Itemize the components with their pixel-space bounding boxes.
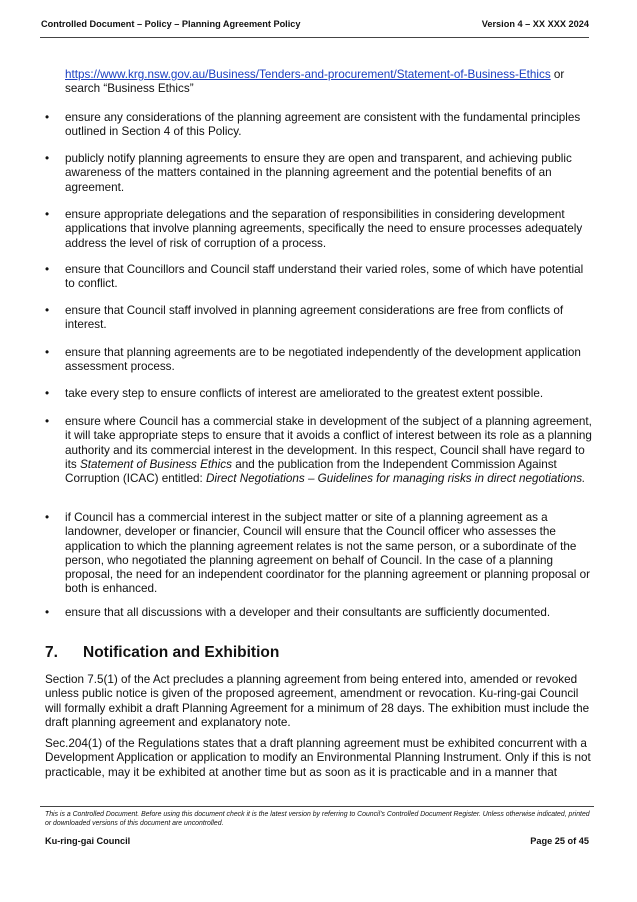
bullet-icon: •: [45, 511, 50, 524]
bullet-icon: •: [45, 606, 50, 619]
header-version: Version 4 – XX XXX 2024: [481, 19, 589, 29]
header-document-title: Controlled Document – Policy – Planning Agreement Policy: [41, 19, 301, 29]
bullet-icon: •: [45, 208, 50, 221]
bullet-icon: •: [45, 152, 50, 165]
list-item-text: ensure that Councillors and Council staff understand their varied roles, some of which have potential to conflict.: [65, 263, 584, 291]
list-item-text: publicly notify planning agreements to ensure they are open and transparent, and achieving public awareness of the matters contained in the planning agreement and the potential benefits of an agreement.: [65, 152, 572, 194]
bullet-icon: •: [45, 263, 50, 276]
list-item-text-part: ensure where Council has a commercial stake in development of the subject of a planning agreement, it will take appropriate steps to ensure that it avoids a conflict of interest between its role as a planning authority and its commercial interest in the development. In this respect, Council shall have regard to its: [65, 415, 592, 471]
list-item-text: take every step to ensure conflicts of interest are ameliorated to the greatest extent possible.: [65, 387, 544, 400]
bullet-icon: •: [45, 346, 50, 359]
intro-after-link: or: [550, 68, 565, 81]
paragraph: Sec.204(1) of the Regulations states that a draft planning agreement must be exhibited concurrent with a Development Application or application to modify an Environmental Planning Instrument. Only if this is not practicable, may it be exhibited at another time but as soon as it is practicable and in a manner that: [45, 737, 591, 779]
list-item-text: if Council has a commercial interest in the subject matter or site of a planning agreement as a landowner, developer or financier, Council will ensure that the Council officer who assesses the application to which the planning agreement relates is not the same person, or a subordinate of the person, who negotiated the planning agreement on behalf of Council. In the case of a planning proposal, the need for an independent coordinator for the planning agreement or planning proposal or both is enhanced.: [65, 511, 591, 596]
business-ethics-link[interactable]: https://www.krg.nsw.gov.au/Business/Tenders-and-procurement/Statement-of-Business-Ethics: [65, 68, 551, 81]
bullet-icon: •: [45, 111, 50, 124]
page-header: [40, 15, 589, 38]
footer-page-number: Page 25 of 45: [530, 836, 589, 846]
paragraph: Section 7.5(1) of the Act precludes a planning agreement from being entered into, amended or revoked unless public notice is given of the proposed agreement, amendment or revocation. Ku-ring-gai Council will formally exhibit a draft Planning Agreement for a minimum of 28 days. The exhibition must include the draft planning agreement and explanatory note.: [45, 673, 590, 729]
statement-of-business-ethics-title: Statement of Business Ethics: [79, 457, 232, 471]
list-item-text: [65, 415, 595, 486]
footer-divider: [40, 806, 594, 807]
list-item-text: ensure that all discussions with a developer and their consultants are sufficiently documented.: [65, 606, 551, 619]
icac-publication-title: Direct Negotiations – Guidelines for managing risks in direct negotiations.: [205, 472, 586, 486]
list-item-text: ensure that Council staff involved in planning agreement considerations are free from conflicts of interest.: [65, 304, 564, 332]
footer-organisation: Ku-ring-gai Council: [45, 836, 131, 846]
list-item-text: ensure that planning agreements are to be negotiated independently of the development application assessment process.: [65, 346, 581, 374]
bullet-icon: •: [45, 304, 50, 317]
section-title: Notification and Exhibition: [83, 644, 280, 661]
bullet-icon: •: [45, 387, 50, 400]
list-item-text: ensure any considerations of the planning agreement are consistent with the fundamental principles outlined in Section 4 of this Policy.: [65, 111, 581, 139]
section-number: 7.: [45, 644, 58, 661]
intro-line-2: search “Business Ethics”: [65, 82, 194, 96]
footer-disclaimer: This is a Controlled Document. Before using this document check it is the latest version by referring to Council’s Controlled Document Register. Unless otherwise indicated, printed or downloaded versions of this document are uncontrolled.: [45, 811, 590, 827]
list-item-text-part: and the publication from the Independent Commission Against Corruption (ICAC) entitled:: [65, 457, 557, 486]
bullet-icon: •: [45, 415, 50, 428]
intro-link-paragraph: [65, 68, 595, 97]
list-item-text: ensure appropriate delegations and the separation of responsibilities in considering development applications that involve planning agreements, specifically the need to ensure processes adequately address the level of risk of corruption of a process.: [65, 208, 583, 250]
